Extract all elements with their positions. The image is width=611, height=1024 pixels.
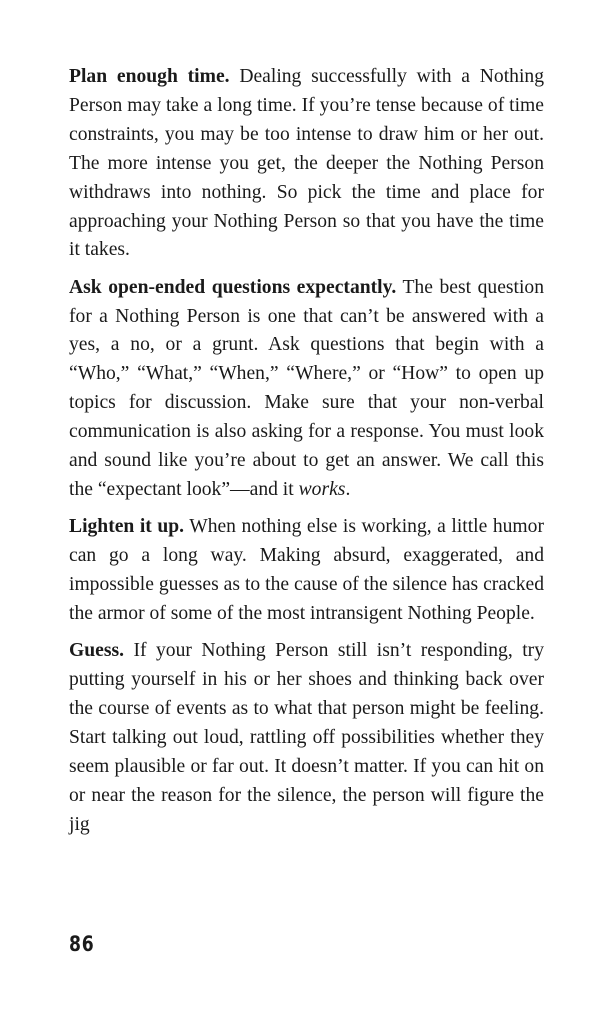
paragraph-plan-enough-time [69,63,544,265]
paragraph-lighten-it-up [69,513,544,629]
paragraph-tail: . [345,478,351,500]
paragraph-open-ended-questions [69,274,544,505]
paragraph-lead: Plan enough time. [69,66,230,87]
paragraph-lead: Lighten it up. [69,516,185,538]
paragraph-lead: Guess. [69,640,124,662]
page-body [69,63,544,848]
emphasis-text: works [298,478,346,500]
page-number: 86 [69,932,95,956]
paragraph-body: If your Nothing Person still isn’t responding, try putting yourself in his or her shoes and thinking back over the course of events as to what that person might be feeling. Start talking out loud, rattling off possibilities whether they seem plausible or far out. It doesn’t matter. If you can hit on or near the reason for the silence, the person will figure the jig [69,640,544,835]
paragraph-guess [69,637,544,839]
paragraph-body: The best question for a Nothing Person is one that can’t be answered with a yes, a no, or a grunt. Ask questions that begin with a “Who,” “What,” “When,” “Where,” or “How” to open up topics for discussion. Make sure that your non-verbal communication is also asking for a response. You must look and sound like you’re about to get an answer. We call this the “expectant look”—and it [69,276,544,500]
paragraph-body: Dealing successfully with a Nothing Person may take a long time. If you’re tense because of time constraints, you may be too intense to draw him or her out. The more intense you get, the deeper the Nothing Person withdraws into nothing. So pick the time and place for approaching your Nothing Person so that you have the time it takes. [69,66,544,261]
paragraph-body: When nothing else is working, a little humor can go a long way. Making absurd, exaggerated, and impossible guesses as to the cause of the silence has cracked the armor of some of the most intransigent Nothing People. [69,516,544,624]
paragraph-lead: Ask open-ended questions expectantly. [69,276,397,298]
